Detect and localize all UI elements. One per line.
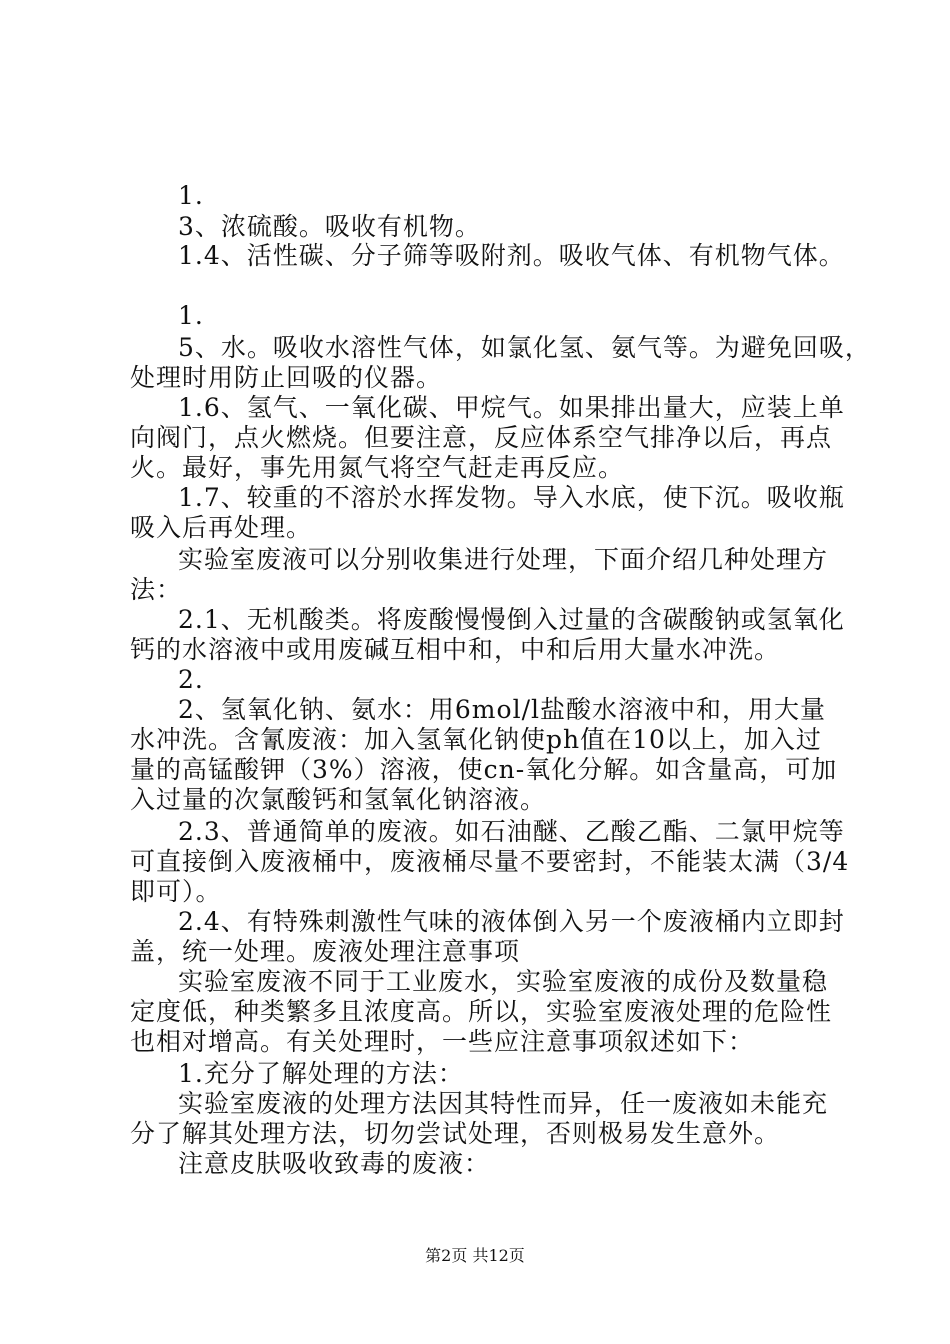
text-line: 吸入后再处理。 [130,513,313,542]
text-line: 2.3、普通简单的废液。如石油醚、乙酸乙酯、二氯甲烷等 [178,817,845,846]
text-line: 5、水。吸收水溶性气体，如氯化氢、氨气等。为避免回吸， [178,333,871,362]
text-line: 1. [178,301,204,330]
text-line: 1.4、活性碳、分子筛等吸附剂。吸收气体、有机物气体。 [178,241,845,270]
text-line: 即可）。 [130,877,222,906]
text-line: 2.1、无机酸类。将废酸慢慢倒入过量的含碳酸钠或氢氧化 [178,605,845,634]
page-footer: 第2页 共12页 [425,1246,525,1265]
text-line: 1. [178,181,204,210]
text-line: 3、浓硫酸。吸收有机物。 [178,212,481,241]
text-line: 1.充分了解处理的方法： [178,1059,464,1088]
text-line: 水冲洗。含氰废液：加入氢氧化钠使ph值在10以上，加入过 [130,725,822,754]
text-line: 1.7、较重的不溶於水挥发物。导入水底，使下沉。吸收瓶 [178,483,845,512]
text-line: 实验室废液不同于工业废水，实验室废液的成份及数量稳 [178,967,829,996]
text-line: 盖，统一处理。废液处理注意事项 [130,937,521,966]
text-line: 钙的水溶液中或用废碱互相中和，中和后用大量水冲洗。 [130,635,781,664]
text-line: 分了解其处理方法，切勿尝试处理，否则极易发生意外。 [130,1119,781,1148]
text-line: 2. [178,665,204,694]
text-line: 2、氢氧化钠、氨水：用6mol/l盐酸水溶液中和，用大量 [178,695,826,724]
text-line: 也相对增高。有关处理时，一些应注意事项叙述如下： [130,1027,755,1056]
text-line: 处理时用防止回吸的仪器。 [130,363,443,392]
text-line: 法： [130,575,183,604]
text-line: 注意皮肤吸收致毒的废液： [178,1149,491,1178]
text-line: 可直接倒入废液桶中，废液桶尽量不要密封，不能装太满（3/4 [130,847,850,876]
text-line: 向阀门，点火燃烧。但要注意，反应体系空气排净以后，再点 [130,423,833,452]
text-line: 实验室废液的处理方法因其特性而异，任一废液如未能充 [178,1089,829,1118]
text-line: 火。最好，事先用氮气将空气赶走再反应。 [130,453,625,482]
text-line: 入过量的次氯酸钙和氢氧化钠溶液。 [130,785,547,814]
text-line: 定度低，种类繁多且浓度高。所以，实验室废液处理的危险性 [130,997,833,1026]
text-line: 1.6、氢气、一氧化碳、甲烷气。如果排出量大，应装上单 [178,393,845,422]
text-line: 2.4、有特殊刺激性气味的液体倒入另一个废液桶内立即封 [178,907,845,936]
text-line: 实验室废液可以分别收集进行处理，下面介绍几种处理方 [178,545,829,574]
text-line: 量的高锰酸钾（3%）溶液，使cn-氧化分解。如含量高，可加 [130,755,838,784]
